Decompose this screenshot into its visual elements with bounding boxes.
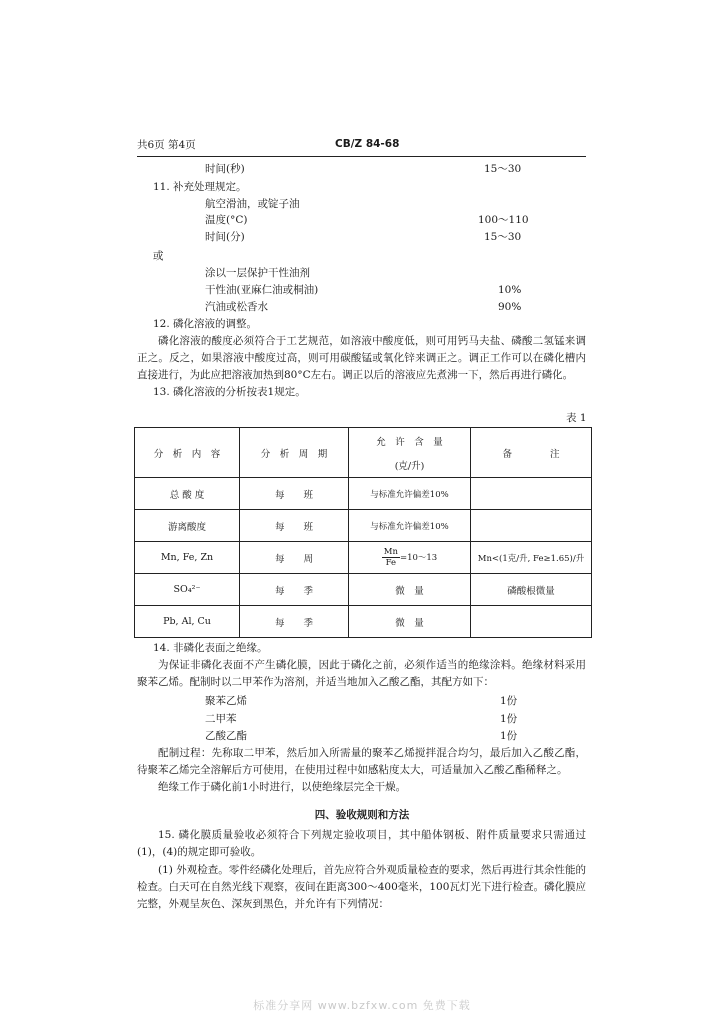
item-13-title: 13. 磷化溶液的分析按表1规定。 xyxy=(153,386,306,398)
table-row xyxy=(135,478,592,510)
table-row xyxy=(135,606,592,638)
gasoline-value: 90% xyxy=(498,301,522,313)
table-row xyxy=(135,542,592,574)
row-remarks xyxy=(471,606,592,638)
item-12-title: 12. 磷化溶液的调整。 xyxy=(153,318,258,330)
row-period: 每 季 xyxy=(240,574,349,606)
ratio-fraction xyxy=(382,547,400,568)
section-4-heading: 四、验收规则和方法 xyxy=(314,809,410,821)
standard-code: CB/Z 84-68 xyxy=(335,138,400,150)
item-14-title: 14. 非磷化表面之绝缘。 xyxy=(153,642,268,654)
ratio-numerator: Mn xyxy=(383,547,398,557)
item-14-process: 配制过程：先称取二甲苯，然后加入所需量的聚苯乙烯搅拌混合均匀，最后加入乙酸乙酯，待聚苯乙烯完全溶解后方可使用，在使用过程中如感粘度太大，可适量加入乙酸乙酯稀释之。 xyxy=(137,747,586,776)
time-seconds-value: 15～30 xyxy=(484,163,522,175)
row-content: Mn, Fe, Zn xyxy=(135,542,240,574)
temp-label: 温度(°C) xyxy=(205,214,248,226)
row-remarks: 磷酸根微量 xyxy=(471,574,592,606)
analysis-table xyxy=(134,427,592,638)
row-period: 每 季 xyxy=(240,606,349,638)
dry-oil-label: 干性油(亚麻仁油或桐油) xyxy=(205,284,319,296)
recipe-name: 二甲苯 xyxy=(205,713,237,725)
time-seconds-label: 时间(秒) xyxy=(205,163,245,175)
header-allowed-unit: (克/升) xyxy=(394,460,425,472)
ratio-range: =10～13 xyxy=(399,553,438,563)
recipe-amount: 1份 xyxy=(500,695,518,707)
ratio-denominator: Fe xyxy=(385,558,397,568)
item-15-text: 15. 磷化膜质量验收必须符合下列规定验收项目，其中船体钢板、附件质量要求只需通过(1)，(4)的规定即可验收。 xyxy=(137,829,586,858)
row-allowed: 与标准允许偏差10% xyxy=(349,478,471,510)
row-allowed: 微 量 xyxy=(349,606,471,638)
dry-oil-value: 10% xyxy=(498,284,522,296)
row-remarks: Mn<(1克/升, Fe≥1.65)/升 xyxy=(471,542,592,574)
item-14-note: 绝缘工作于磷化前1小时进行，以使绝缘层完全干燥。 xyxy=(158,781,407,793)
coat-line: 涂以一层保护干性油剂 xyxy=(205,267,310,279)
or-label: 或 xyxy=(153,250,164,262)
item-12-text: 磷化溶液的酸度必须符合于工艺规范，如溶液中酸度低，则可用钙马夫盐、磷酸二氢锰来调正之。反之，如果溶液中酸度过高，则可用碳酸锰或氧化锌来调正之。调正工作可以在磷化槽内直接进行，为此应把溶液加热到80°C左右。调正以后的溶液应先煮沸一下，然后再进行磷化。 xyxy=(137,335,586,381)
oil-types: 航空滑油，或锭子油 xyxy=(205,198,300,210)
row-allowed: 与标准允许偏差10% xyxy=(349,510,471,542)
row-period: 每 班 xyxy=(240,478,349,510)
table-header-row xyxy=(135,428,592,478)
recipe-name: 乙酸乙酯 xyxy=(205,730,247,742)
row-content: Pb, Al, Cu xyxy=(135,606,240,638)
header-rule xyxy=(137,156,586,157)
row-content: SO₄²⁻ xyxy=(135,574,240,606)
row-period: 每 班 xyxy=(240,510,349,542)
item-15-1-text: (1) 外观检查。零件经磷化处理后，首先应符合外观质量检查的要求，然后再进行其余性能的检查。白天可在自然光线下观察，夜间在距离300～400毫米，100瓦灯光下进行检查。磷化膜应完整，外观呈灰色、深灰到黑色，并允许有下列情况： xyxy=(137,864,586,910)
row-remarks xyxy=(471,510,592,542)
header-content: 分 析 内 容 xyxy=(135,428,240,478)
header-period: 分 析 周 期 xyxy=(240,428,349,478)
item-11-title: 11. 补充处理规定。 xyxy=(153,181,247,193)
recipe-amount: 1份 xyxy=(500,713,518,725)
row-period: 每 周 xyxy=(240,542,349,574)
row-content: 总 酸 度 xyxy=(135,478,240,510)
table-caption: 表 1 xyxy=(566,412,587,424)
recipe-amount: 1份 xyxy=(500,730,518,742)
gasoline-label: 汽油或松香水 xyxy=(205,301,268,313)
page-info: 共6页 第4页 xyxy=(137,139,196,151)
time-minutes-value: 15～30 xyxy=(484,231,522,243)
table-row xyxy=(135,574,592,606)
header-allowed xyxy=(349,428,471,478)
row-allowed: 微 量 xyxy=(349,574,471,606)
time-minutes-label: 时间(分) xyxy=(205,231,245,243)
row-allowed xyxy=(349,542,471,574)
row-content: 游离酸度 xyxy=(135,510,240,542)
item-14-text: 为保证非磷化表面不产生磷化膜，因此于磷化之前，必须作适当的绝缘涂料。绝缘材料采用聚苯乙烯。配制时以二甲苯作为溶剂，并适当地加入乙酸乙酯，其配方如下： xyxy=(137,659,586,688)
header-allowed-label: 允 许 含 量 xyxy=(376,436,443,448)
row-remarks xyxy=(471,478,592,510)
temp-value: 100～110 xyxy=(478,214,529,226)
recipe-name: 聚苯乙烯 xyxy=(205,695,247,707)
watermark-footer: 标准分享网 www.bzfxw.com 免费下载 xyxy=(253,999,471,1012)
table-row xyxy=(135,510,592,542)
header-remarks: 备 注 xyxy=(471,428,592,478)
